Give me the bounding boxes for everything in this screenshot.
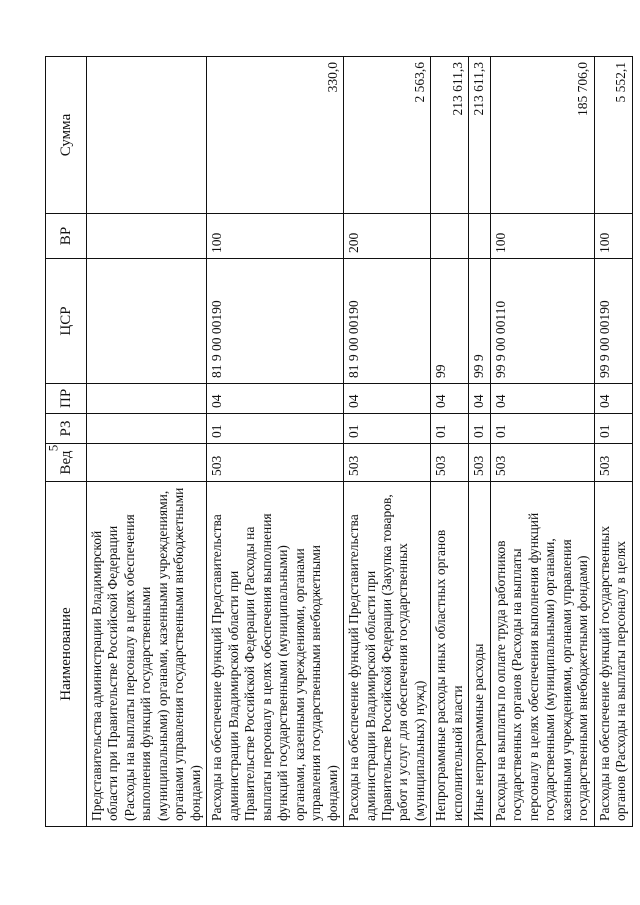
cell-name: Расходы на обеспечение функций Представительства администрации Владимирской области при Правительстве Российской Федерации (Закупка товаров, работ и услуг для обеспечения государственных (муниципальных) нужд) (344, 482, 431, 827)
cell-name: Представительства администрации Владимирской области при Правительстве Российской Федерации (Расходы на выплаты персоналу в целях обеспечения выполнения функций государственными (муниципальными) органами, казенными учреждениями, органами управления государственными внебюджетными фондами) (87, 482, 207, 827)
cell-rz: 01 (344, 414, 431, 444)
cell-vr: 100 (594, 214, 632, 259)
header-sum: Сумма (46, 57, 87, 214)
cell-vr: 100 (207, 214, 344, 259)
cell-sum (87, 57, 207, 214)
cell-csr: 99 9 (469, 259, 490, 384)
cell-name: Иные непрограммные расходы (469, 482, 490, 827)
budget-table (45, 56, 633, 827)
cell-ved: 503 (344, 444, 431, 482)
cell-vr: 100 (490, 214, 594, 259)
cell-csr: 81 9 00 00190 (207, 259, 344, 384)
cell-csr: 99 9 00 00110 (490, 259, 594, 384)
cell-rz: 01 (469, 414, 490, 444)
cell-name: Непрограммные расходы иных областных органов исполнительной власти (431, 482, 469, 827)
cell-pr: 04 (431, 384, 469, 414)
header-vr: ВР (46, 214, 87, 259)
page-number: 5 (45, 444, 61, 452)
cell-sum: 330,0 (207, 57, 344, 214)
cell-ved: 503 (490, 444, 594, 482)
table-row (594, 57, 632, 827)
cell-vr (431, 214, 469, 259)
cell-ved: 503 (431, 444, 469, 482)
table-row (490, 57, 594, 827)
table-row (87, 57, 207, 827)
cell-vr (469, 214, 490, 259)
cell-name: Расходы на обеспечение функций государственных органов (Расходы на выплаты персоналу в целях (594, 482, 632, 827)
cell-sum: 213 611,3 (431, 57, 469, 214)
cell-rz (87, 414, 207, 444)
cell-ved: 503 (594, 444, 632, 482)
cell-pr: 04 (594, 384, 632, 414)
header-pr: ПР (46, 384, 87, 414)
header-ved: Вед (46, 444, 87, 482)
cell-sum: 185 706,0 (490, 57, 594, 214)
cell-pr: 04 (344, 384, 431, 414)
cell-csr: 99 9 00 00190 (594, 259, 632, 384)
header-rz: РЗ (46, 414, 87, 444)
table-row (469, 57, 490, 827)
cell-rz: 01 (431, 414, 469, 444)
table-row (207, 57, 344, 827)
cell-ved (87, 444, 207, 482)
cell-csr: 99 (431, 259, 469, 384)
cell-ved: 503 (469, 444, 490, 482)
cell-sum: 2 563,6 (344, 57, 431, 214)
cell-rz: 01 (207, 414, 344, 444)
cell-pr: 04 (490, 384, 594, 414)
cell-ved: 503 (207, 444, 344, 482)
cell-vr (87, 214, 207, 259)
cell-sum: 213 611,3 (469, 57, 490, 214)
cell-pr (87, 384, 207, 414)
header-csr: ЦСР (46, 259, 87, 384)
cell-name: Расходы на выплаты по оплате труда работников государственных органов (Расходы на выплаты персоналу в целях обеспечения выполнения функций государственными (муниципальными) органами, казенными учреждениями, органами управления государственными внебюджетными фондами) (490, 482, 594, 827)
table-row (431, 57, 469, 827)
cell-vr: 200 (344, 214, 431, 259)
cell-sum: 5 552,1 (594, 57, 632, 214)
table-header-row (46, 57, 87, 827)
cell-rz: 01 (594, 414, 632, 444)
cell-pr: 04 (469, 384, 490, 414)
cell-pr: 04 (207, 384, 344, 414)
cell-csr: 81 9 00 00190 (344, 259, 431, 384)
header-name: Наименование (46, 482, 87, 827)
cell-rz: 01 (490, 414, 594, 444)
rotated-document (45, 57, 629, 827)
cell-csr (87, 259, 207, 384)
table-row (344, 57, 431, 827)
cell-name: Расходы на обеспечение функций Представительства администрации Владимирской области при Правительстве Российской Федерации (Расходы на выплаты персоналу в целях обеспечения выполнения функций государственными (муниципальными) органами, казенными учреждениями, органами управления государственными внебюджетными фондами) (207, 482, 344, 827)
